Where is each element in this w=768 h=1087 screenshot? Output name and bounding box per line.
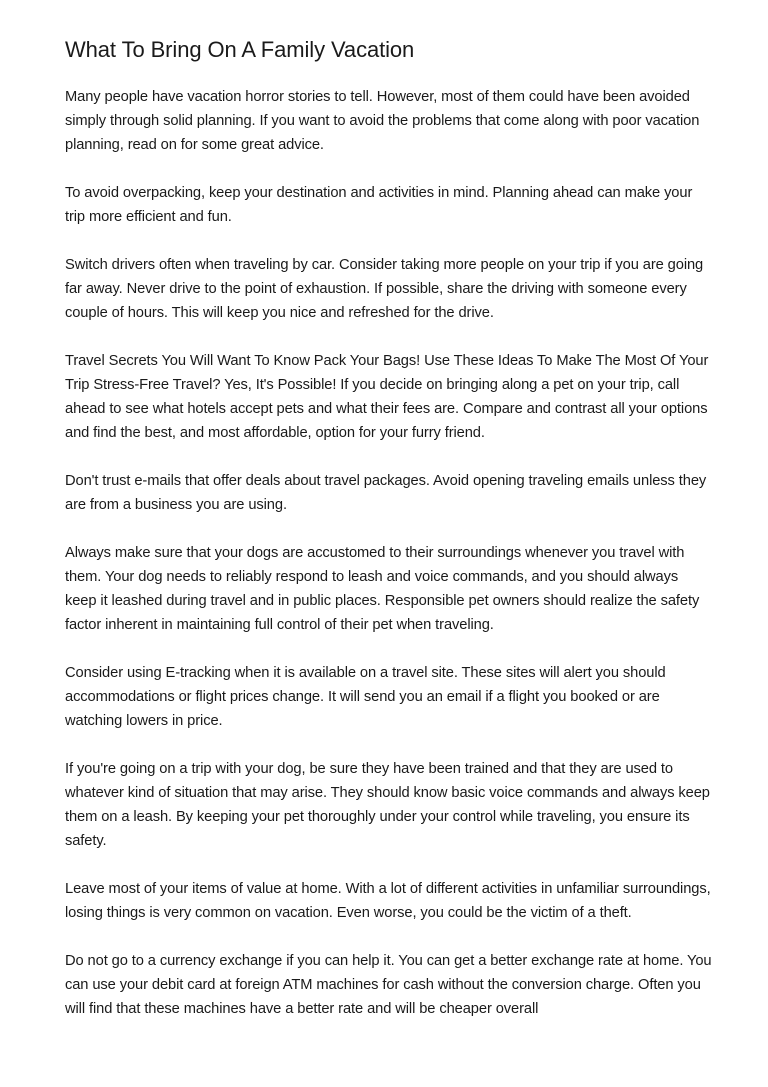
paragraph-5: Don't trust e-mails that offer deals about travel packages. Avoid opening traveling emails unless they are from a business you are using. [65,473,707,513]
paragraph-3: Switch drivers often when traveling by car. Consider taking more people on your trip if you are going far away. Never drive to the point of exhaustion. If possible, share the driving with someone every couple of hours. This will keep you nice and refreshed for the drive. [65,257,704,321]
paragraph-9: Leave most of your items of value at home. With a lot of different activities in unfamiliar surroundings, losing things is very common on vacation. Even worse, you could be the victim of a theft. [65,881,711,921]
paragraph-6: Always make sure that your dogs are accustomed to their surroundings whenever you travel with them. Your dog needs to reliably respond to leash and voice commands, and you should always keep it leashed during travel and in public places. Responsible pet owners should realize the safety factor inherent in maintaining full control of their pet when traveling. [65,545,700,633]
document-page [65,36,713,1021]
paragraph-7: Consider using E-tracking when it is available on a travel site. These sites will alert you should accommodations or flight prices change. It will send you an email if a flight you booked or are watching lowers in price. [65,665,666,729]
paragraph-1: Many people have vacation horror stories to tell. However, most of them could have been avoided simply through solid planning. If you want to avoid the problems that come along with poor vacation planning, read on for some great advice. [65,89,700,153]
paragraph-2: To avoid overpacking, keep your destination and activities in mind. Planning ahead can make your trip more efficient and fun. [65,185,693,225]
paragraph-8: If you're going on a trip with your dog, be sure they have been trained and that they are used to whatever kind of situation that may arise. They should know basic voice commands and always keep them on a leash. By keeping your pet thoroughly under your control while traveling, you ensure its safety. [65,761,710,849]
paragraph-4: Travel Secrets You Will Want To Know Pack Your Bags! Use These Ideas To Make The Most Of Your Trip Stress-Free Travel? Yes, It's Possible! If you decide on bringing along a pet on your trip, call ahead to see what hotels accept pets and what their fees are. Compare and contrast all your options and find the best, and most affordable, option for your furry friend. [65,353,709,441]
paragraph-10: Do not go to a currency exchange if you can help it. You can get a better exchange rate at home. You can use your debit card at foreign ATM machines for cash without the conversion charge. Often you will find that these machines have a better rate and will be cheaper overall [65,953,712,1017]
page-title: What To Bring On A Family Vacation [65,37,415,62]
